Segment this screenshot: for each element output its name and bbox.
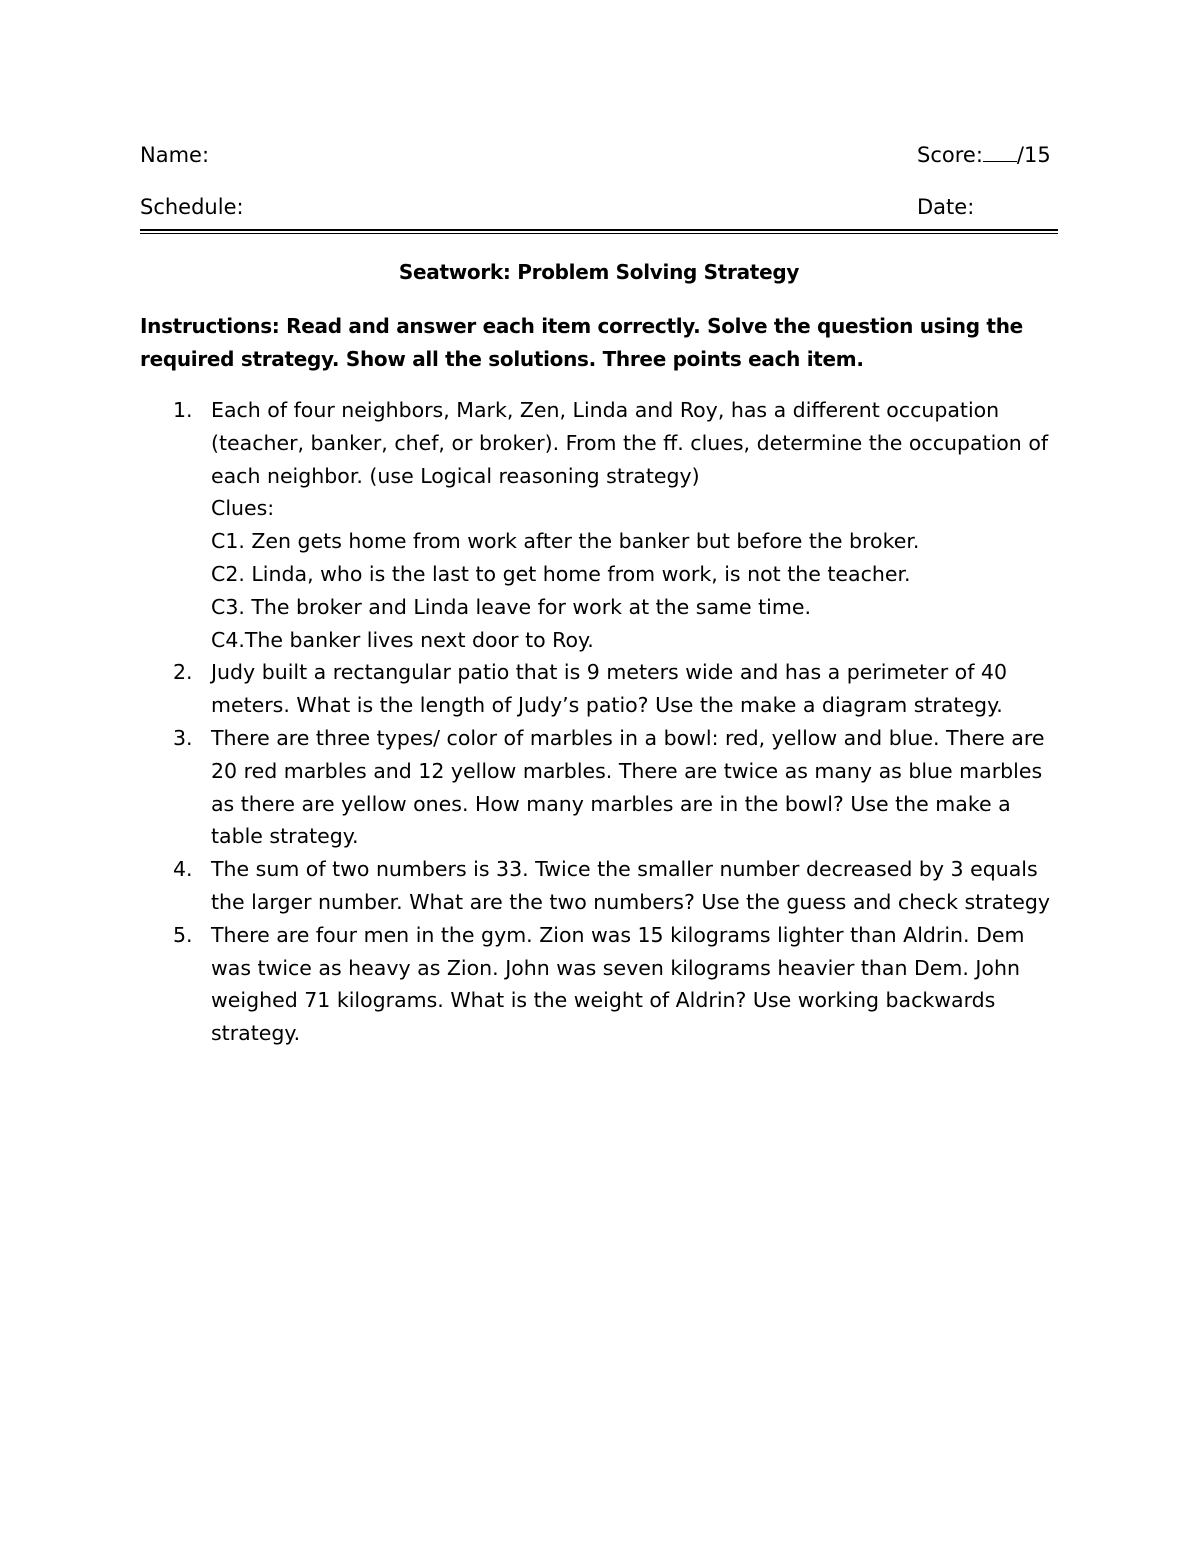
problem-number: 2. <box>173 660 193 685</box>
problem-list <box>140 394 1058 1050</box>
clue-c1: C1. Zen gets home from work after the banker but before the broker. <box>211 529 920 554</box>
score-label: Score: <box>917 143 983 167</box>
clue-c4: C4.The banker lives next door to Roy. <box>211 627 594 652</box>
header-divider-thin <box>140 233 1058 234</box>
problem-text: Judy built a rectangular patio that is 9 meters wide and has a perimeter of 40 meters. What is the length of Judy’s patio? Use the make a diagram strategy. <box>211 660 1008 718</box>
score-field <box>917 143 1051 167</box>
clues-label: Clues: <box>211 496 275 521</box>
instructions-text: Instructions: Read and answer each item correctly. Solve the question using the required strategy. Show all the solutions. Three points each item. <box>140 314 1023 371</box>
problem-text: There are three types/ color of marbles in a bowl: red, yellow and blue. There are 20 red marbles and 12 yellow marbles. There are twice as many as blue marbles as there are yellow ones. How many marbles are in the bowl? Use the make a table strategy. <box>211 725 1045 849</box>
problem-text: The sum of two numbers is 33. Twice the smaller number decreased by 3 equals the larger number. What are the two numbers? Use the guess and check strategy <box>211 857 1050 914</box>
problem-item-2 <box>140 656 1058 722</box>
name-label: Name: <box>140 143 210 167</box>
problem-number: 5. <box>173 922 193 947</box>
clue-c2: C2. Linda, who is the last to get home from work, is not the teacher. <box>211 561 911 586</box>
problem-number: 1. <box>173 398 193 422</box>
header-row-schedule-date <box>140 195 1058 229</box>
problem-number: 3. <box>173 725 193 750</box>
schedule-label: Schedule: <box>140 195 244 219</box>
worksheet-page <box>140 140 1058 1050</box>
problem-item-5 <box>140 919 1058 1050</box>
problem-text: There are four men in the gym. Zion was 15 kilograms lighter than Aldrin. Dem was twice as heavy as Zion. John was seven kilograms heavier than Dem. John weighed 71 kilograms. What is the weight of Aldrin? Use working backwards strategy. <box>211 922 1025 1046</box>
problem-item-4 <box>140 853 1058 919</box>
problem-number: 4. <box>173 857 193 882</box>
clue-c3: C3. The broker and Linda leave for work at the same time. <box>211 594 811 619</box>
header-divider-thick <box>140 229 1058 231</box>
header-row-name-score <box>140 143 1058 177</box>
score-total: /15 <box>1016 143 1051 167</box>
problem-text: Each of four neighbors, Mark, Zen, Linda and Roy, has a different occupation (teacher, banker, chef, or broker). From the ff. clues, determine the occupation of each neighbor. (use Logical reasoning strategy) <box>211 398 1049 488</box>
problem-item-1 <box>140 394 1058 656</box>
problem-item-3 <box>140 722 1058 853</box>
worksheet-title: Seatwork: Problem Solving Strategy <box>398 260 800 284</box>
date-label: Date: <box>917 195 975 219</box>
score-blank-line <box>983 144 1017 162</box>
